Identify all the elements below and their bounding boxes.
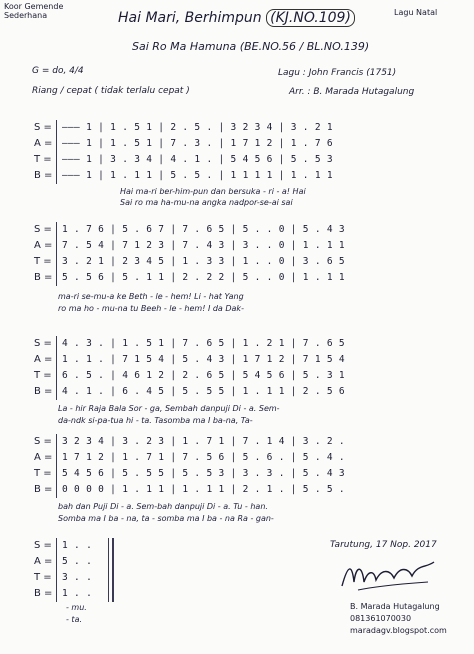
notes-alto: 1 7 1 2 | 1 . 7 1 | 7 . 5 6 | 5 . 6 . | 5 . 4 . (62, 452, 345, 463)
notes-soprano: 1 . . (62, 540, 93, 551)
notes-soprano: 3 2 3 4 | 3 . 2 3 | 1 . 7 1 | 7 . 1 4 | 3 . 2 . (62, 436, 345, 447)
lyrics-verse-1: Hai ma-ri ber-him-pun dan bersuka - ri - a! Hai (120, 187, 306, 196)
voice-label-bass: B = (34, 170, 53, 181)
notes-alto: ——— 1 | 1 . 5 1 | 7 . 3 . | 1 7 1 2 | 1 . 7 6 (62, 138, 333, 149)
notes-soprano: 4 . 3 . | 1 . 5 1 | 7 . 6 5 | 1 . 2 1 | 7 . 6 5 (62, 338, 345, 349)
song-subtitle (132, 40, 369, 53)
lyrics-verse-1: bah dan Puji Di - a. Sem-bah danpuji Di - a. Tu - han. (58, 502, 268, 511)
voice-label-soprano: S = (34, 224, 52, 235)
lyrics-verse-1: - mu. (66, 603, 87, 612)
notes-soprano: ——— 1 | 1 . 5 1 | 2 . 5 . | 3 2 3 4 | 3 . 2 1 (62, 122, 333, 133)
notes-tenor: 3 . . (62, 572, 93, 583)
voice-label-tenor: T = (34, 468, 52, 479)
notes-tenor: 3 . 2 1 | 2 3 4 5 | 1 . 3 3 | 1 . . 0 | 3 . 6 5 (62, 256, 345, 267)
choir-type-line2: Sederhana (4, 11, 48, 20)
lyrics-verse-2: da-ndk si-pa-tua hi - ta. Tasomba ma I ba-na, Ta- (58, 416, 253, 425)
choir-type-line1: Koor Gemende (4, 2, 64, 11)
lyrics-verse-2: Somba ma I ba - na, ta - somba ma I ba - na Ra - gan- (58, 514, 274, 523)
lyrics-verse-1: ma-ri se-mu-a ke Beth - le - hem! Li - hat Yang (58, 292, 244, 301)
system-bracket (56, 336, 57, 400)
voice-label-tenor: T = (34, 370, 52, 381)
key-signature: G = do, 4/4 (32, 66, 84, 76)
notes-bass: 4 . 1 . | 6 . 4 5 | 5 . 5 5 | 1 . 1 1 | 2 . 5 6 (62, 386, 345, 397)
notes-bass: 5 . 5 6 | 5 . 1 1 | 2 . 2 2 | 5 . . 0 | 1 . 1 1 (62, 272, 345, 283)
voice-label-bass: B = (34, 272, 53, 283)
voice-label-tenor: T = (34, 572, 52, 583)
song-subtitle-ref: (BE.NO.56 / BL.NO.139) (239, 40, 370, 53)
voice-label-tenor: T = (34, 154, 52, 165)
voice-label-alto: A = (34, 452, 53, 463)
voice-label-soprano: S = (34, 436, 52, 447)
voice-label-bass: B = (34, 588, 53, 599)
category-label: Lagu Natal (394, 8, 438, 17)
voice-label-bass: B = (34, 484, 53, 495)
voice-label-soprano: S = (34, 122, 52, 133)
system-bracket (56, 434, 57, 498)
notes-alto: 1 . 1 . | 7 1 5 4 | 5 . 4 3 | 1 7 1 2 | 7 1 5 4 (62, 354, 345, 365)
final-double-barline (108, 538, 114, 602)
voice-label-alto: A = (34, 354, 53, 365)
lyrics-verse-2: - ta. (66, 615, 83, 624)
lyrics-verse-2: Sai ro ma ha-mu-na angka nadpor-se-ai sai (120, 198, 293, 207)
song-subtitle-text: Sai Ro Ma Hamuna (132, 40, 237, 53)
notes-bass: ——— 1 | 1 . 1 1 | 5 . 5 . | 1 1 1 1 | 1 . 1 1 (62, 170, 333, 181)
voice-label-soprano: S = (34, 338, 52, 349)
composer-credit: Lagu : John Francis (1751) (278, 68, 397, 78)
voice-label-tenor: T = (34, 256, 52, 267)
notes-soprano: 1 . 7 6 | 5 . 6 7 | 7 . 6 5 | 5 . . 0 | 5 . 4 3 (62, 224, 345, 235)
system-bracket (56, 538, 57, 602)
notes-alto: 7 . 5 4 | 7 1 2 3 | 7 . 4 3 | 3 . . 0 | 1 . 1 1 (62, 240, 345, 251)
song-title-text: Hai Mari, Berhimpun (118, 10, 262, 26)
notes-bass: 0 0 0 0 | 1 . 1 1 | 1 . 1 1 | 2 . 1 . | 5 . 5 . (62, 484, 345, 495)
song-title-ref: (KJ.NO.109) (266, 9, 355, 27)
notes-alto: 5 . . (62, 556, 93, 567)
blog-url: maradagv.blogspot.com (350, 626, 447, 635)
voice-label-alto: A = (34, 240, 53, 251)
system-bracket (56, 222, 57, 286)
notes-tenor: ——— 1 | 3 . 3 4 | 4 . 1 . | 5 4 5 6 | 5 . 5 3 (62, 154, 333, 165)
voice-label-soprano: S = (34, 540, 52, 551)
voice-label-bass: B = (34, 386, 53, 397)
notes-bass: 1 . . (62, 588, 93, 599)
signature-mark (338, 556, 438, 596)
system-bracket (56, 120, 57, 184)
notes-tenor: 5 4 5 6 | 5 . 5 5 | 5 . 5 3 | 3 . 3 . | 5 . 4 3 (62, 468, 345, 479)
signature-name: B. Marada Hutagalung (350, 602, 440, 611)
voice-label-alto: A = (34, 556, 53, 567)
tempo-marking: Riang / cepat ( tidak terlalu cepat ) (32, 86, 190, 96)
notes-tenor: 6 . 5 . | 4 6 1 2 | 2 . 6 5 | 5 4 5 6 | 5 . 3 1 (62, 370, 345, 381)
place-date: Tarutung, 17 Nop. 2017 (330, 540, 437, 550)
contact-phone: 081361070030 (350, 614, 412, 623)
song-title (118, 10, 355, 26)
arranger-credit: Arr. : B. Marada Hutagalung (289, 87, 415, 97)
voice-label-alto: A = (34, 138, 53, 149)
lyrics-verse-1: La - hir Raja Bala Sor - ga, Sembah danpuji Di - a. Sem- (58, 404, 280, 413)
lyrics-verse-2: ro ma ho - mu-na tu Beeh - le - hem! I da Dak- (58, 304, 244, 313)
